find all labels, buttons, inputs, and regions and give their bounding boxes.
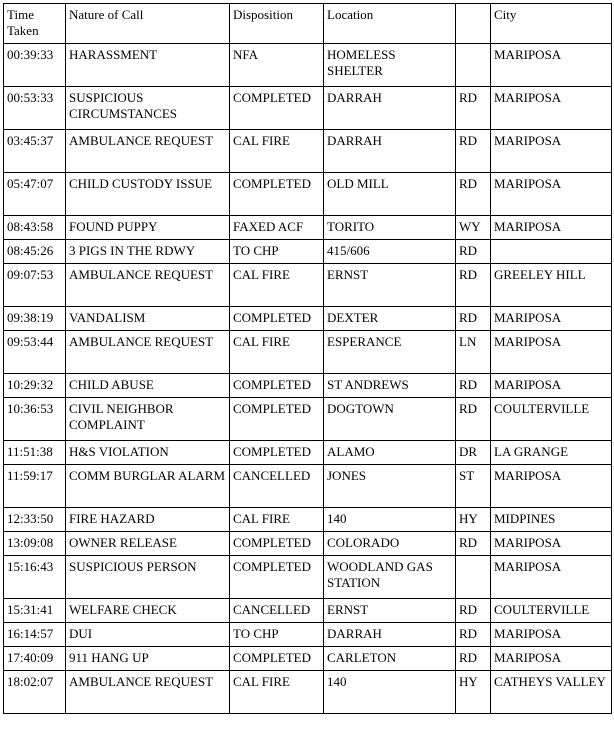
cell-time-taken: 13:09:08 [4, 532, 66, 556]
table-row [4, 240, 612, 264]
column-header-street-suffix [456, 4, 491, 44]
table-header [4, 4, 612, 44]
cell-time-taken: 17:40:09 [4, 647, 66, 671]
cell-city: MARIPOSA [491, 556, 612, 599]
cell-city: MARIPOSA [491, 647, 612, 671]
cell-location: DEXTER [324, 307, 456, 331]
cell-city [491, 240, 612, 264]
cell-nature-of-call: FIRE HAZARD [66, 508, 230, 532]
cell-location: DARRAH [324, 623, 456, 647]
cell-street-suffix: RD [456, 130, 491, 173]
cell-street-suffix: RD [456, 374, 491, 398]
cell-time-taken: 00:53:33 [4, 87, 66, 130]
cell-time-taken: 10:29:32 [4, 374, 66, 398]
cell-time-taken: 10:36:53 [4, 398, 66, 441]
cell-location: ERNST [324, 264, 456, 307]
cell-street-suffix: RD [456, 398, 491, 441]
cell-time-taken: 11:51:38 [4, 441, 66, 465]
cell-nature-of-call: 911 HANG UP [66, 647, 230, 671]
cell-street-suffix: ST [456, 465, 491, 508]
table-row [4, 374, 612, 398]
column-header-time-taken: Time Taken [4, 4, 66, 44]
cell-location: HOMELESS SHELTER [324, 44, 456, 87]
cell-time-taken: 18:02:07 [4, 671, 66, 714]
cell-disposition: TO CHP [230, 240, 324, 264]
cell-location: COLORADO [324, 532, 456, 556]
cell-city: MARIPOSA [491, 130, 612, 173]
cell-street-suffix [456, 44, 491, 87]
cell-city: COULTERVILLE [491, 398, 612, 441]
cell-nature-of-call: CHILD CUSTODY ISSUE [66, 173, 230, 216]
table-row [4, 465, 612, 508]
cell-location: 140 [324, 671, 456, 714]
cell-time-taken: 11:59:17 [4, 465, 66, 508]
cell-time-taken: 08:45:26 [4, 240, 66, 264]
table-row [4, 441, 612, 465]
cell-nature-of-call: WELFARE CHECK [66, 599, 230, 623]
cell-nature-of-call: COMM BURGLAR ALARM [66, 465, 230, 508]
cell-city: MARIPOSA [491, 216, 612, 240]
cell-street-suffix: RD [456, 173, 491, 216]
cell-location: DOGTOWN [324, 398, 456, 441]
cell-city: MIDPINES [491, 508, 612, 532]
cell-disposition: COMPLETED [230, 398, 324, 441]
table-row [4, 331, 612, 374]
cell-nature-of-call: AMBULANCE REQUEST [66, 331, 230, 374]
cell-disposition: TO CHP [230, 623, 324, 647]
cell-time-taken: 09:53:44 [4, 331, 66, 374]
cell-disposition: CAL FIRE [230, 508, 324, 532]
cell-city: MARIPOSA [491, 374, 612, 398]
cell-nature-of-call: 3 PIGS IN THE RDWY [66, 240, 230, 264]
cell-nature-of-call: CHILD ABUSE [66, 374, 230, 398]
cell-street-suffix: RD [456, 264, 491, 307]
cell-time-taken: 09:38:19 [4, 307, 66, 331]
cell-street-suffix: LN [456, 331, 491, 374]
cell-disposition: CAL FIRE [230, 671, 324, 714]
cell-disposition: COMPLETED [230, 173, 324, 216]
table-row [4, 264, 612, 307]
cell-city: MARIPOSA [491, 87, 612, 130]
cell-street-suffix: RD [456, 240, 491, 264]
cell-street-suffix: RD [456, 307, 491, 331]
cell-disposition: COMPLETED [230, 87, 324, 130]
cell-street-suffix [456, 556, 491, 599]
cell-city: MARIPOSA [491, 532, 612, 556]
table-row [4, 556, 612, 599]
cell-disposition: COMPLETED [230, 532, 324, 556]
column-header-location: Location [324, 4, 456, 44]
cell-street-suffix: RD [456, 532, 491, 556]
cell-disposition: CAL FIRE [230, 331, 324, 374]
cell-street-suffix: HY [456, 671, 491, 714]
call-log-table [3, 3, 612, 714]
cell-city: MARIPOSA [491, 623, 612, 647]
cell-location: ESPERANCE [324, 331, 456, 374]
cell-disposition: COMPLETED [230, 556, 324, 599]
cell-city: GREELEY HILL [491, 264, 612, 307]
cell-city: LA GRANGE [491, 441, 612, 465]
table-row [4, 599, 612, 623]
cell-disposition: CAL FIRE [230, 130, 324, 173]
cell-street-suffix: RD [456, 87, 491, 130]
cell-disposition: CAL FIRE [230, 264, 324, 307]
cell-city: CATHEYS VALLEY [491, 671, 612, 714]
column-header-city: City [491, 4, 612, 44]
cell-nature-of-call: SUSPICIOUS PERSON [66, 556, 230, 599]
header-row [4, 4, 612, 44]
cell-disposition: COMPLETED [230, 441, 324, 465]
cell-time-taken: 12:33:50 [4, 508, 66, 532]
table-row [4, 307, 612, 331]
cell-street-suffix: WY [456, 216, 491, 240]
cell-nature-of-call: SUSPICIOUS CIRCUMSTANCES [66, 87, 230, 130]
cell-location: ALAMO [324, 441, 456, 465]
cell-location: ERNST [324, 599, 456, 623]
table-body [4, 44, 612, 714]
cell-location: JONES [324, 465, 456, 508]
cell-street-suffix: RD [456, 647, 491, 671]
cell-disposition: FAXED ACF [230, 216, 324, 240]
cell-disposition: CANCELLED [230, 465, 324, 508]
cell-city: COULTERVILLE [491, 599, 612, 623]
cell-location: CARLETON [324, 647, 456, 671]
cell-nature-of-call: H&S VIOLATION [66, 441, 230, 465]
table-row [4, 398, 612, 441]
cell-time-taken: 15:31:41 [4, 599, 66, 623]
column-header-disposition: Disposition [230, 4, 324, 44]
cell-location: DARRAH [324, 87, 456, 130]
table-row [4, 216, 612, 240]
column-header-nature-of-call: Nature of Call [66, 4, 230, 44]
cell-city: MARIPOSA [491, 331, 612, 374]
cell-location: ST ANDREWS [324, 374, 456, 398]
cell-location: 415/606 [324, 240, 456, 264]
cell-disposition: NFA [230, 44, 324, 87]
cell-disposition: COMPLETED [230, 374, 324, 398]
cell-disposition: CANCELLED [230, 599, 324, 623]
cell-nature-of-call: FOUND PUPPY [66, 216, 230, 240]
cell-time-taken: 16:14:57 [4, 623, 66, 647]
cell-location: OLD MILL [324, 173, 456, 216]
table-row [4, 671, 612, 714]
table-row [4, 130, 612, 173]
cell-city: MARIPOSA [491, 307, 612, 331]
cell-time-taken: 00:39:33 [4, 44, 66, 87]
table-row [4, 508, 612, 532]
cell-street-suffix: DR [456, 441, 491, 465]
cell-city: MARIPOSA [491, 173, 612, 216]
cell-location: DARRAH [324, 130, 456, 173]
table-row [4, 87, 612, 130]
cell-street-suffix: RD [456, 623, 491, 647]
cell-time-taken: 15:16:43 [4, 556, 66, 599]
cell-nature-of-call: AMBULANCE REQUEST [66, 671, 230, 714]
cell-time-taken: 08:43:58 [4, 216, 66, 240]
cell-location: WOODLAND GAS STATION [324, 556, 456, 599]
cell-disposition: COMPLETED [230, 307, 324, 331]
cell-city: MARIPOSA [491, 465, 612, 508]
cell-nature-of-call: HARASSMENT [66, 44, 230, 87]
cell-city: MARIPOSA [491, 44, 612, 87]
cell-nature-of-call: CIVIL NEIGHBOR COMPLAINT [66, 398, 230, 441]
table-row [4, 173, 612, 216]
cell-time-taken: 05:47:07 [4, 173, 66, 216]
cell-time-taken: 09:07:53 [4, 264, 66, 307]
cell-disposition: COMPLETED [230, 647, 324, 671]
cell-street-suffix: HY [456, 508, 491, 532]
cell-nature-of-call: OWNER RELEASE [66, 532, 230, 556]
table-row [4, 647, 612, 671]
cell-nature-of-call: AMBULANCE REQUEST [66, 130, 230, 173]
cell-location: 140 [324, 508, 456, 532]
table-row [4, 623, 612, 647]
cell-nature-of-call: DUI [66, 623, 230, 647]
cell-nature-of-call: AMBULANCE REQUEST [66, 264, 230, 307]
cell-nature-of-call: VANDALISM [66, 307, 230, 331]
cell-location: TORITO [324, 216, 456, 240]
table-row [4, 44, 612, 87]
table-row [4, 532, 612, 556]
cell-time-taken: 03:45:37 [4, 130, 66, 173]
cell-street-suffix: RD [456, 599, 491, 623]
